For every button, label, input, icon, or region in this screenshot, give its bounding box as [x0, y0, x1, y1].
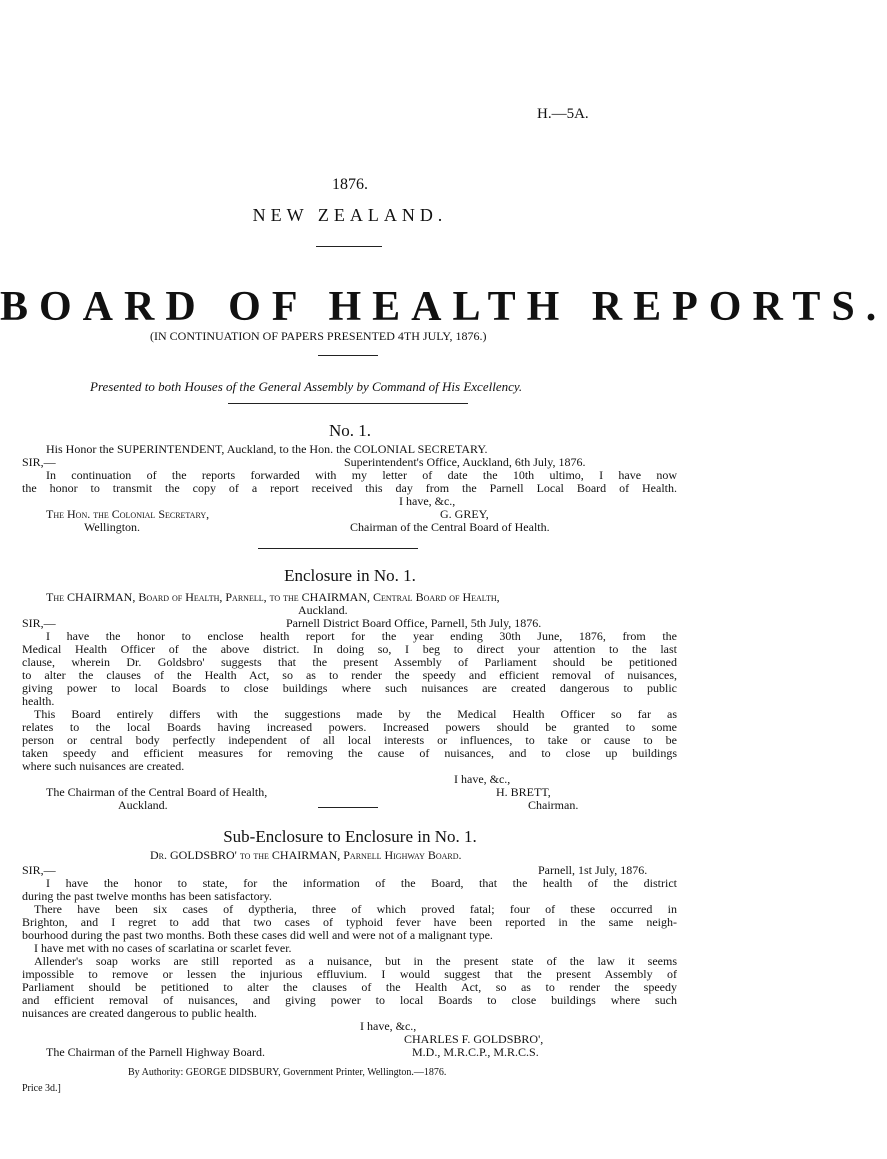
- subenc1-body-line: impossible to remove or lessen the injurious effluvium. I would suggest that the present Assembly of: [22, 967, 677, 981]
- enc1-body-line: clause, wherein Dr. Goldsbro' suggests that the present Assembly of Parliament should be petitioned: [22, 655, 677, 669]
- subenc1-body-line: nuisances are created dangerous to public health.: [22, 1006, 257, 1020]
- document-reference: H.—5A.: [537, 106, 589, 122]
- no1-address: Superintendent's Office, Auckland, 6th July, 1876.: [344, 455, 586, 469]
- no1-from-to: His Honor the SUPERINTENDENT, Auckland, to the Hon. the COLONIAL SECRETARY.: [46, 442, 488, 456]
- page-title: BOARD OF HEALTH REPORTS.: [0, 284, 887, 330]
- enc1-body-line: I have the honor to enclose health report for the year ending 30th June, 1876, from the: [46, 629, 677, 643]
- no1-addressee: The Hon. the Colonial Secretary,: [46, 507, 210, 521]
- subenc1-signer: CHARLES F. GOLDSBRO',: [404, 1032, 544, 1046]
- divider: [318, 355, 378, 356]
- enc1-body-line: to alter the clauses of the Health Act, so as to render the speedy and efficient removal of nuisances,: [22, 668, 677, 682]
- subenc1-closing: I have, &c.,: [360, 1019, 417, 1033]
- enc1-signer: H. BRETT,: [496, 785, 551, 799]
- subenc1-body-line: Brighton, and I regret to add that two cases of typhoid fever have been reported in the same neigh-: [22, 915, 677, 929]
- subenc1-body-line: and efficient removal of nuisances, and giving power to local Boards to close buildings where such: [22, 993, 677, 1007]
- divider: [258, 548, 418, 549]
- enc1-body-line: relates to the local Boards having increased powers. Increased powers should be granted to some: [22, 720, 677, 734]
- subenc1-body-line: I have met with no cases of scarlatina or scarlet fever.: [34, 941, 292, 955]
- section-heading-sub-enclosure: Sub-Enclosure to Enclosure in No. 1.: [223, 827, 477, 846]
- subenc1-signer-title: M.D., M.R.C.P., M.R.C.S.: [412, 1045, 539, 1059]
- presented-note: Presented to both Houses of the General Assembly by Command of His Excellency.: [90, 379, 523, 394]
- enc1-from-to-city: Auckland.: [298, 603, 348, 617]
- subenc1-from-to: Dr. GOLDSBRO' to the CHAIRMAN, Parnell Highway Board.: [150, 848, 462, 862]
- enc1-body-line: where such nuisances are created.: [22, 759, 185, 773]
- subenc1-body-line: Parliament should be petitioned to alter the clauses of the Health Act, so as to render the speedy: [22, 980, 677, 994]
- no1-signer-title: Chairman of the Central Board of Health.: [350, 520, 550, 534]
- enc1-address: Parnell District Board Office, Parnell, 5th July, 1876.: [286, 616, 542, 630]
- subenc1-body-line: I have the honor to state, for the information of the Board, that the health of the district: [46, 876, 677, 890]
- enc1-body-line: giving power to local Boards to close buildings where such nuisances are created dangerous to public: [22, 681, 677, 695]
- enc1-salutation: SIR,—: [22, 616, 56, 630]
- no1-salutation: SIR,—: [22, 455, 56, 469]
- subenc1-addressee: The Chairman of the Parnell Highway Board.: [46, 1045, 265, 1059]
- section-heading-enclosure: Enclosure in No. 1.: [284, 566, 416, 585]
- enc1-addressee: The Chairman of the Central Board of Health,: [46, 785, 268, 799]
- divider: [228, 403, 468, 404]
- enc1-from-to: The CHAIRMAN, Board of Health, Parnell, to the CHAIRMAN, Central Board of Health,: [46, 590, 500, 604]
- enc1-addressee-city: Auckland.: [118, 798, 168, 812]
- enc1-body-line: Medical Health Officer of the above district. In doing so, I beg to direct your attention to the last: [22, 642, 677, 656]
- no1-body-line: the honor to transmit the copy of a report received this day from the Parnell Local Board of Health.: [22, 481, 677, 495]
- enc1-body-line: health.: [22, 694, 55, 708]
- subenc1-body-line: bourhood during the past two months. Both these cases did well and were not of a malignant type.: [22, 928, 493, 942]
- enc1-body-line: person or central body perfectly independent of all local interests or influences, to take or cause to be: [22, 733, 677, 747]
- divider: [316, 246, 382, 247]
- no1-closing: I have, &c.,: [399, 494, 456, 508]
- subenc1-body-line: There have been six cases of dyptheria, three of which proved fatal; four of these occurred in: [34, 902, 677, 916]
- no1-body-line: In continuation of the reports forwarded with my letter of date the 10th ultimo, I have now: [46, 468, 677, 482]
- section-heading-no1: No. 1.: [328, 421, 372, 440]
- price: Price 3d.]: [22, 1083, 61, 1094]
- subtitle: (IN CONTINUATION OF PAPERS PRESENTED 4TH JULY, 1876.): [150, 329, 487, 343]
- enc1-body-line: This Board entirely differs with the suggestions made by the Medical Health Officer so far as: [34, 707, 677, 721]
- subenc1-body-line: Allender's soap works are still reported as a nuisance, but in the present state of the law it seems: [34, 954, 677, 968]
- divider: [318, 807, 378, 808]
- enc1-closing: I have, &c.,: [454, 772, 511, 786]
- subenc1-body-line: during the past twelve months has been satisfactory.: [22, 889, 272, 903]
- year: 1876.: [332, 176, 368, 193]
- subenc1-salutation: SIR,—: [22, 863, 56, 877]
- subenc1-address: Parnell, 1st July, 1876.: [538, 863, 648, 877]
- country: NEW ZEALAND.: [252, 205, 448, 225]
- enc1-signer-title: Chairman.: [528, 798, 579, 812]
- enc1-body-line: taken speedy and efficient measures for removing the cause of nuisances, and to close up buildings: [22, 746, 677, 760]
- printer-authority: By Authority: GEORGE DIDSBURY, Government Printer, Wellington.—1876.: [128, 1067, 447, 1078]
- no1-signer: G. GREY,: [440, 507, 489, 521]
- no1-addressee-city: Wellington.: [84, 520, 141, 534]
